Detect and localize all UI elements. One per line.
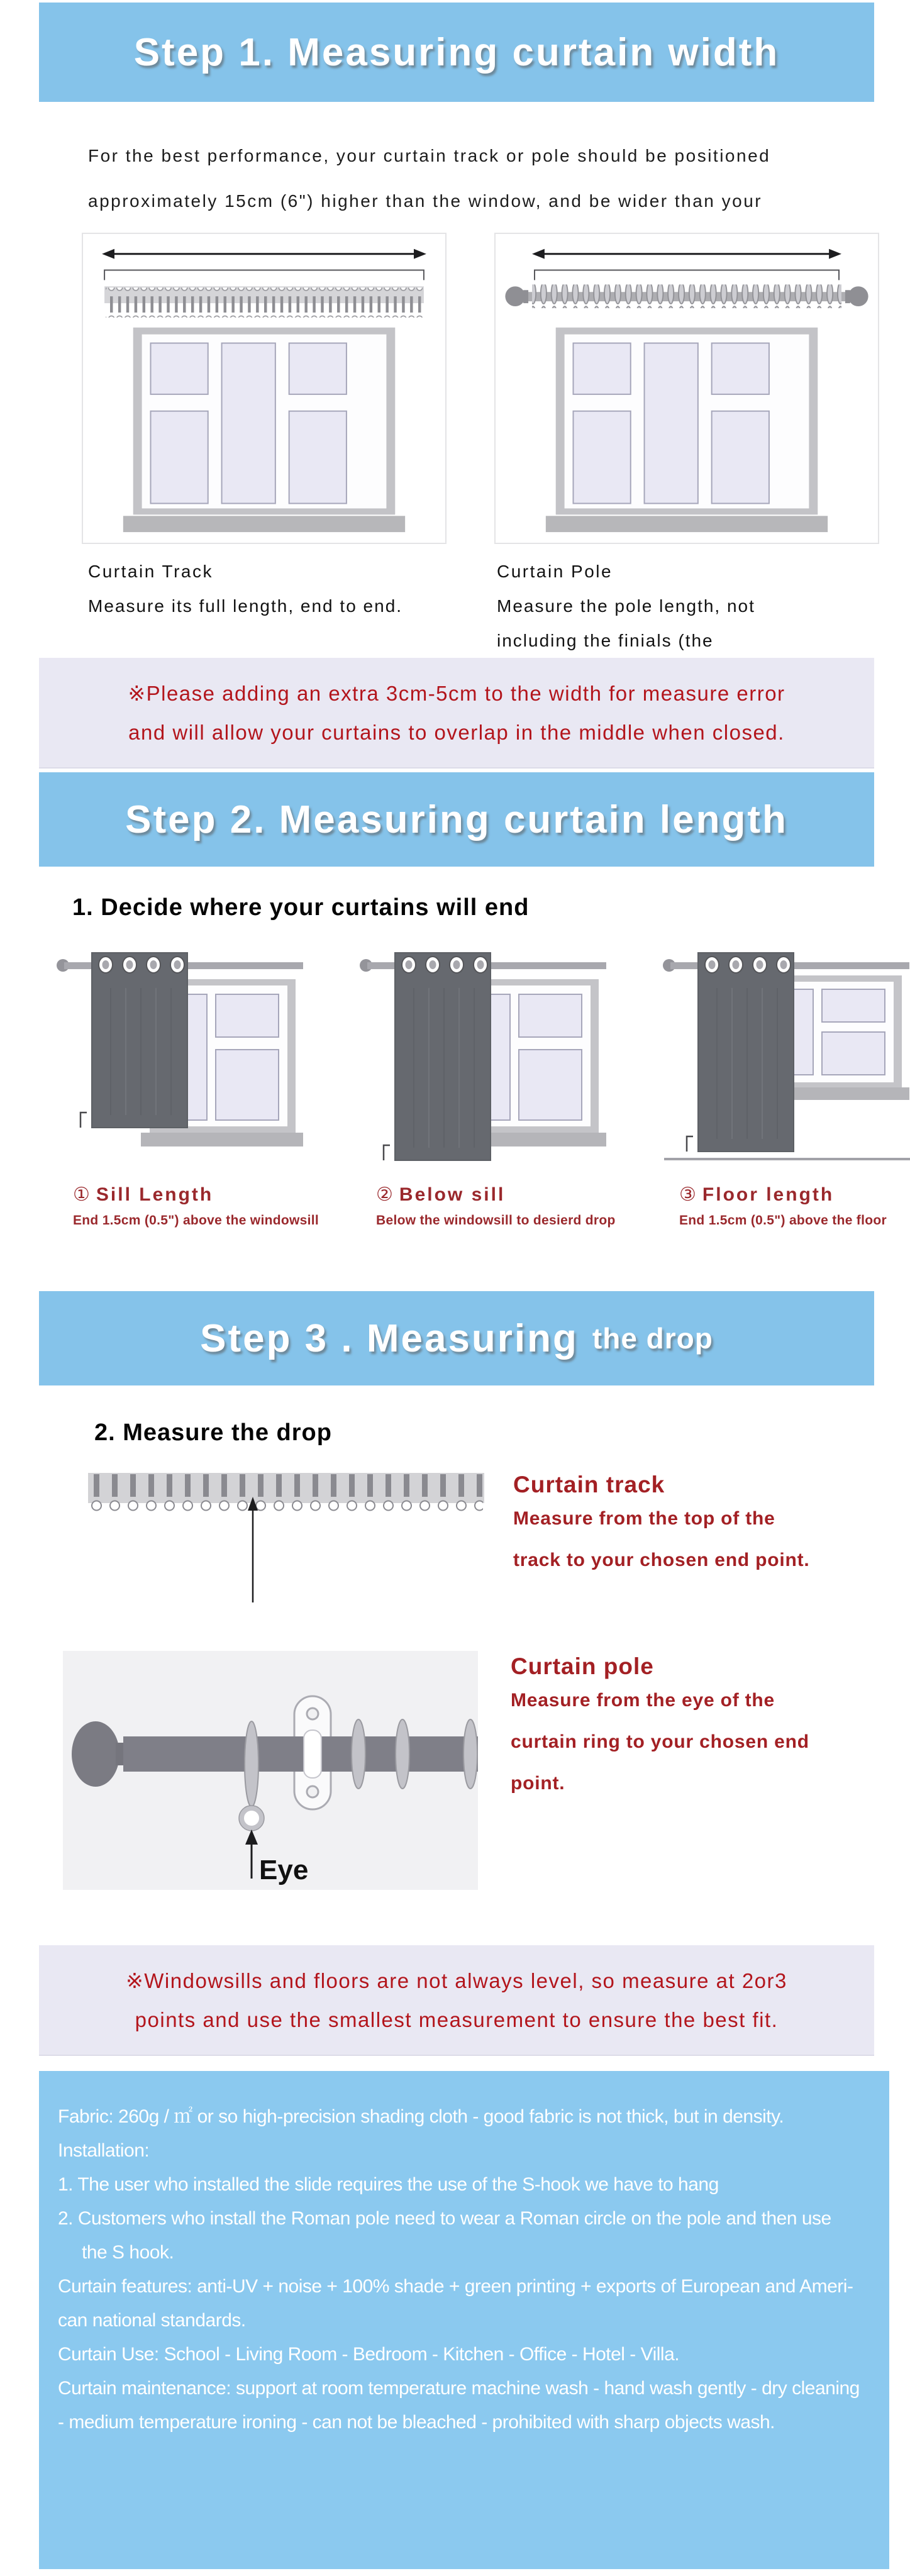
note-line-2: and will allow your curtains to overlap in the middle when closed. — [128, 721, 785, 744]
option-label — [376, 1184, 610, 1206]
pole-line-2: curtain ring to your chosen end — [511, 1731, 809, 1752]
step2-banner — [39, 772, 874, 867]
step2-subtitle: 1. Decide where your curtains will end — [72, 894, 530, 921]
option-title: Floor length — [702, 1184, 835, 1205]
info-line: 2. Customers who install the Roman pole need to wear a Roman circle on the pole and then use — [58, 2208, 831, 2229]
caption-line: including the finials (the — [497, 631, 714, 650]
option-floor-length — [662, 944, 910, 1228]
curtain-pole-graphic — [505, 284, 868, 308]
caption-line: Measure the pole length, not — [497, 596, 755, 616]
curtain-track-heading: Curtain track — [513, 1472, 665, 1497]
grommet-curtain-graphic — [92, 953, 187, 1128]
grommet-curtain-graphic — [395, 953, 491, 1160]
measure-mark — [384, 1145, 390, 1160]
option-below-sill — [358, 944, 616, 1228]
track-line-1: Measure from the top of the — [513, 1508, 775, 1529]
measure-mark — [80, 1113, 87, 1128]
measure-mark — [687, 1136, 693, 1152]
double-arrow-icon — [102, 249, 426, 259]
curtain-pole-figure — [63, 1651, 478, 1890]
curtain-track-window-diagram — [83, 234, 445, 540]
measure-bracket — [104, 270, 424, 280]
double-arrow-icon — [532, 249, 841, 259]
curtain-track-graphic — [88, 1473, 484, 1518]
width-measure-note — [39, 658, 874, 769]
windowsill-graphic — [141, 1133, 303, 1146]
curtain-track-panel — [82, 233, 447, 544]
curtain-track-text — [513, 1469, 810, 1617]
info-line: the S hook. — [82, 2242, 174, 2263]
info-line: Curtain Use: School - Living Room - Bedroom - Kitchen - Office - Hotel - Villa. — [58, 2344, 680, 2365]
caption-line: Measure its full length, end to end. — [88, 596, 403, 616]
intro-line-1: For the best performance, your curtain track or pole should be positioned — [88, 146, 771, 165]
curtain-track-drop-diagram — [88, 1469, 484, 1617]
step3-title-main: Step 3 . Measuring — [200, 1316, 579, 1360]
note-line-2: points and use the smallest measurement to ensure the best fit. — [135, 2008, 779, 2031]
step2-title: Step 2. Measuring curtain length — [125, 797, 788, 841]
sill-length-diagram — [55, 944, 307, 1170]
fabric-info-section — [39, 2071, 889, 2569]
info-line: Fabric: 260g / ㎡ or so high-precision shading cloth - good fabric is not thick, but in density. — [58, 2106, 784, 2127]
floor-length-diagram — [662, 944, 910, 1170]
option-sill-length — [55, 944, 319, 1228]
note-line-1: ※Windowsills and floors are not always level, so measure at 2or3 — [126, 1969, 787, 1992]
step3-banner — [39, 1291, 874, 1385]
floor-line — [664, 1158, 910, 1160]
pole-bracket-slot — [304, 1730, 321, 1778]
note-line-1: ※Please adding an extra 3cm-5cm to the width for measure error — [128, 682, 785, 705]
info-line: Installation: — [58, 2140, 150, 2161]
step1-title: Step 1. Measuring curtain width — [133, 30, 780, 74]
measure-bracket — [535, 270, 839, 280]
pole-line-3: point. — [511, 1773, 565, 1794]
curtain-track-caption — [88, 554, 449, 658]
option-desc: End 1.5cm (0.5") above the floor — [679, 1213, 887, 1228]
curtain-pole-panel — [494, 233, 879, 544]
window-graphic — [133, 328, 396, 515]
option-number: ② — [376, 1184, 393, 1205]
info-line: 1. The user who installed the slide requires the use of the S-hook we have to hang — [58, 2174, 719, 2195]
step1-diagram-row — [82, 233, 910, 544]
curtain-track-graphic — [104, 286, 424, 318]
pole-line-1: Measure from the eye of the — [511, 1690, 775, 1711]
curtain-pole-drop-diagram — [63, 1651, 478, 1890]
windowsill-graphic — [123, 516, 405, 532]
curtain-length-options-row — [55, 944, 910, 1228]
curtain-pole-caption — [497, 554, 858, 658]
info-line: Curtain maintenance: support at room temperature machine wash - hand wash gently - dry cleaning — [58, 2378, 860, 2399]
option-title: Below sill — [399, 1184, 506, 1205]
measure-drop-track-row — [88, 1469, 910, 1617]
curtain-pole-text — [511, 1651, 809, 1890]
curtain-pole-window-diagram — [496, 234, 878, 540]
track-line-2: track to your chosen end point. — [513, 1550, 810, 1570]
step1-captions-row — [88, 554, 910, 658]
curtain-pole-heading: Curtain pole — [511, 1653, 654, 1679]
step3-subtitle: 2. Measure the drop — [94, 1419, 332, 1446]
windowsill-graphic — [546, 516, 828, 532]
below-sill-diagram — [358, 944, 610, 1170]
intro-line-2: approximately 15cm (6") higher than the window, and be wider than your — [88, 191, 763, 211]
info-line: Curtain features: anti-UV + noise + 100% shade + green printing + exports of European and Ameri- — [58, 2276, 853, 2297]
option-desc: End 1.5cm (0.5") above the windowsill — [73, 1213, 319, 1228]
caption-title: Curtain Track — [88, 562, 213, 581]
info-line: can national standards. — [58, 2310, 246, 2331]
caption-title: Curtain Pole — [497, 562, 613, 581]
option-desc: Below the windowsill to desierd drop — [376, 1213, 616, 1228]
window-graphic — [556, 328, 818, 515]
measure-drop-pole-row — [63, 1651, 910, 1890]
option-label — [679, 1184, 910, 1206]
level-measure-note — [39, 1945, 874, 2056]
grommet-curtain-graphic — [698, 953, 794, 1152]
step1-intro-paragraph — [88, 133, 910, 224]
info-line: - medium temperature ironing - can not be bleached - prohibited with sharp objects wash. — [58, 2412, 775, 2433]
eye-label: Eye — [259, 1855, 309, 1885]
option-label — [73, 1184, 307, 1206]
option-number: ① — [73, 1184, 90, 1205]
option-title: Sill Length — [96, 1184, 214, 1205]
option-number: ③ — [679, 1184, 696, 1205]
step3-title-small: the drop — [592, 1322, 713, 1355]
step1-banner — [39, 3, 874, 102]
